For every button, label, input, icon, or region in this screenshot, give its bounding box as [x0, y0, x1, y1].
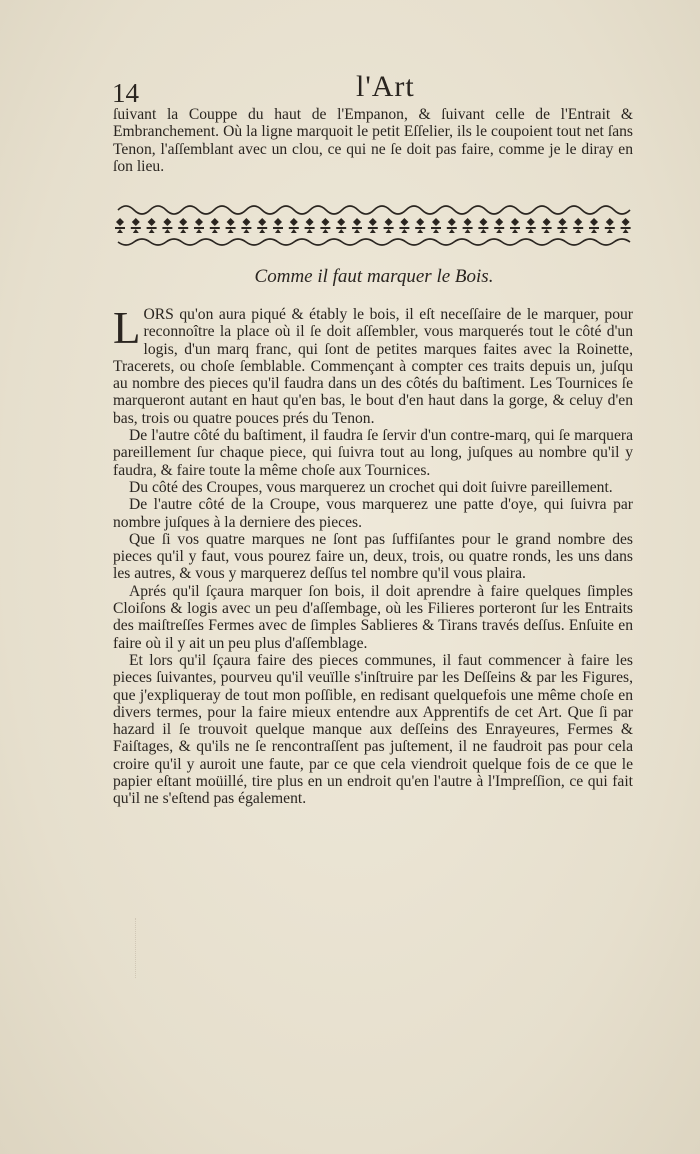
paper-mark — [135, 918, 166, 978]
intro-text — [113, 106, 633, 175]
paragraph: De l'autre côté de la Croupe, vous marquerez une patte d'oye, qui ſuivra par nombre juſques à la derniere des pieces. — [113, 496, 633, 531]
fleuron-ornament — [305, 218, 315, 233]
fleuron-ornament — [542, 218, 552, 233]
fleuron-ornament — [510, 218, 520, 233]
fleuron-ornament — [463, 218, 473, 233]
fleuron-ornament — [320, 218, 330, 233]
fleuron-ornament — [621, 218, 631, 233]
page-header — [108, 70, 650, 110]
fleuron-ornament — [352, 218, 362, 233]
fleuron-ornament — [605, 218, 615, 233]
fleuron-ornament — [162, 218, 172, 233]
page-number: 14 — [112, 78, 139, 108]
fleuron-ornament — [241, 218, 251, 233]
fleuron-ornament — [131, 218, 141, 233]
fleuron-ornament — [478, 218, 488, 233]
section-title: Comme il faut marquer le Bois. — [254, 266, 494, 287]
paragraph: Aprés qu'il ſçaura marquer ſon bois, il doit aprendre à faire quelques ſimples Cloiſons & logis avec un peu d'aſſembage, où les Filieres porteront ſur les Entraits des maiſtreſſes Fermes avec de ſimples Sablieres & Tirans través deſſus. Enſuite en faire où il y ait un peu plus d'aſſemblage. — [113, 582, 633, 652]
section-body — [113, 303, 633, 808]
fleuron-ornament — [210, 218, 220, 233]
fleuron-ornament — [178, 218, 188, 233]
fleuron-ornament — [368, 218, 378, 233]
paragraph: Et lors qu'il ſçaura faire des pieces communes, il faut commencer à faire les pieces ſuivantes, pourveu qu'il veuïlle s'inſtruire par les Deſſeins & par les Figures, que j'expliqueray de tout mon poſſible, en redisant quelquefois une même choſe en divers termes, pour la faire mieux entendre aux Apprentifs de cet Art. Que ſi par hazard il ſe trouvoit quelque manque aux deſſeins des Enrayeures, Fermes & Faiſtages, & qu'ils ne ſe rencontraſſent pas juſtement, il ne faudroit pas pour cela croire qu'il y auroit une faute, par ce que cela viendroit quelque fois de ce que le papier eſtant moüillé, tire plus en un endroit qu'en l'autre à l'Impreſſion, ce qui fait qu'il ne s'eſtend pas également. — [113, 651, 633, 808]
fleuron-ornament — [415, 218, 425, 233]
fleuron-ornament — [447, 218, 457, 233]
fleuron-ornament — [226, 218, 236, 233]
first-paragraph — [113, 303, 633, 427]
fleuron-ornament — [384, 218, 394, 233]
drop-cap: L — [113, 303, 141, 353]
fleuron-ornament — [573, 218, 583, 233]
fleuron-ornament — [115, 218, 125, 233]
fleuron-ornament — [336, 218, 346, 233]
fleuron-ornament — [557, 218, 567, 233]
first-paragraph-text: ORS qu'on aura piqué & étably le bois, il eſt neceſſaire de le marquer, pour reconnoître la place où il ſe doit aſſembler, vous marquerés tout le côté d'un logis, d'un marq franc, qui ſont de petites marques faites avec la Roinette, Tracerets, ou choſe ſemblable. Commençant à compter ces traits depuis un, juſqu au nombre des pieces qu'il faudra dans un des côtés du baſtiment. Les Tournices ſe marqueront autant en haut qu'en bas, le bout d'en haut dans la gorge, & celuy d'en bas, trois ou quatre pouces prés du Tenon. — [113, 306, 633, 427]
intro-paragraph: ſuivant la Couppe du haut de l'Empanon, & ſuivant celle de l'Entrait & Embranchement. Où la ligne marquoit le petit Eſſelier, ils le coupoient tout net ſans Tenon, l'aſſemblant avec un clou, ce qui ne ſe doit pas faire, comme je le diray en ſon lieu. — [113, 106, 633, 175]
fleuron-ornament — [147, 218, 157, 233]
paragraph: Que ſi vos quatre marques ne ſont pas ſuffiſantes pour le grand nombre des pieces qu'il y faut, vous pourez faire un, deux, trois, ou quatre ronds, les uns dans les autres, & vous y marquerez deſſus tel nombre qu'il vous plaira. — [113, 530, 633, 583]
paragraph: De l'autre côté du baſtiment, il faudra ſe ſervir d'un contre-marq, qui ſe marquera pareillement ſur chaque piece, qui ſuivra tout au long, juſques au nombre qu'il y faudra, & faire toute la même choſe aux Tournices. — [113, 427, 633, 479]
fleuron-ornament — [494, 218, 504, 233]
fleuron-ornament — [399, 218, 409, 233]
fleuron-ornament — [526, 218, 536, 233]
fleuron-ornament — [431, 218, 441, 233]
fleuron-ornament — [273, 218, 283, 233]
fleuron-ornament — [194, 218, 204, 233]
fleuron-ornament — [257, 218, 267, 233]
fleuron-ornament — [289, 218, 299, 233]
fleuron-ornament — [589, 218, 599, 233]
ornament-band — [112, 198, 636, 250]
paragraph: Du côté des Croupes, vous marquerez un crochet qui doit ſuivre pareillement. — [129, 478, 613, 496]
running-head: l'Art — [356, 70, 415, 103]
